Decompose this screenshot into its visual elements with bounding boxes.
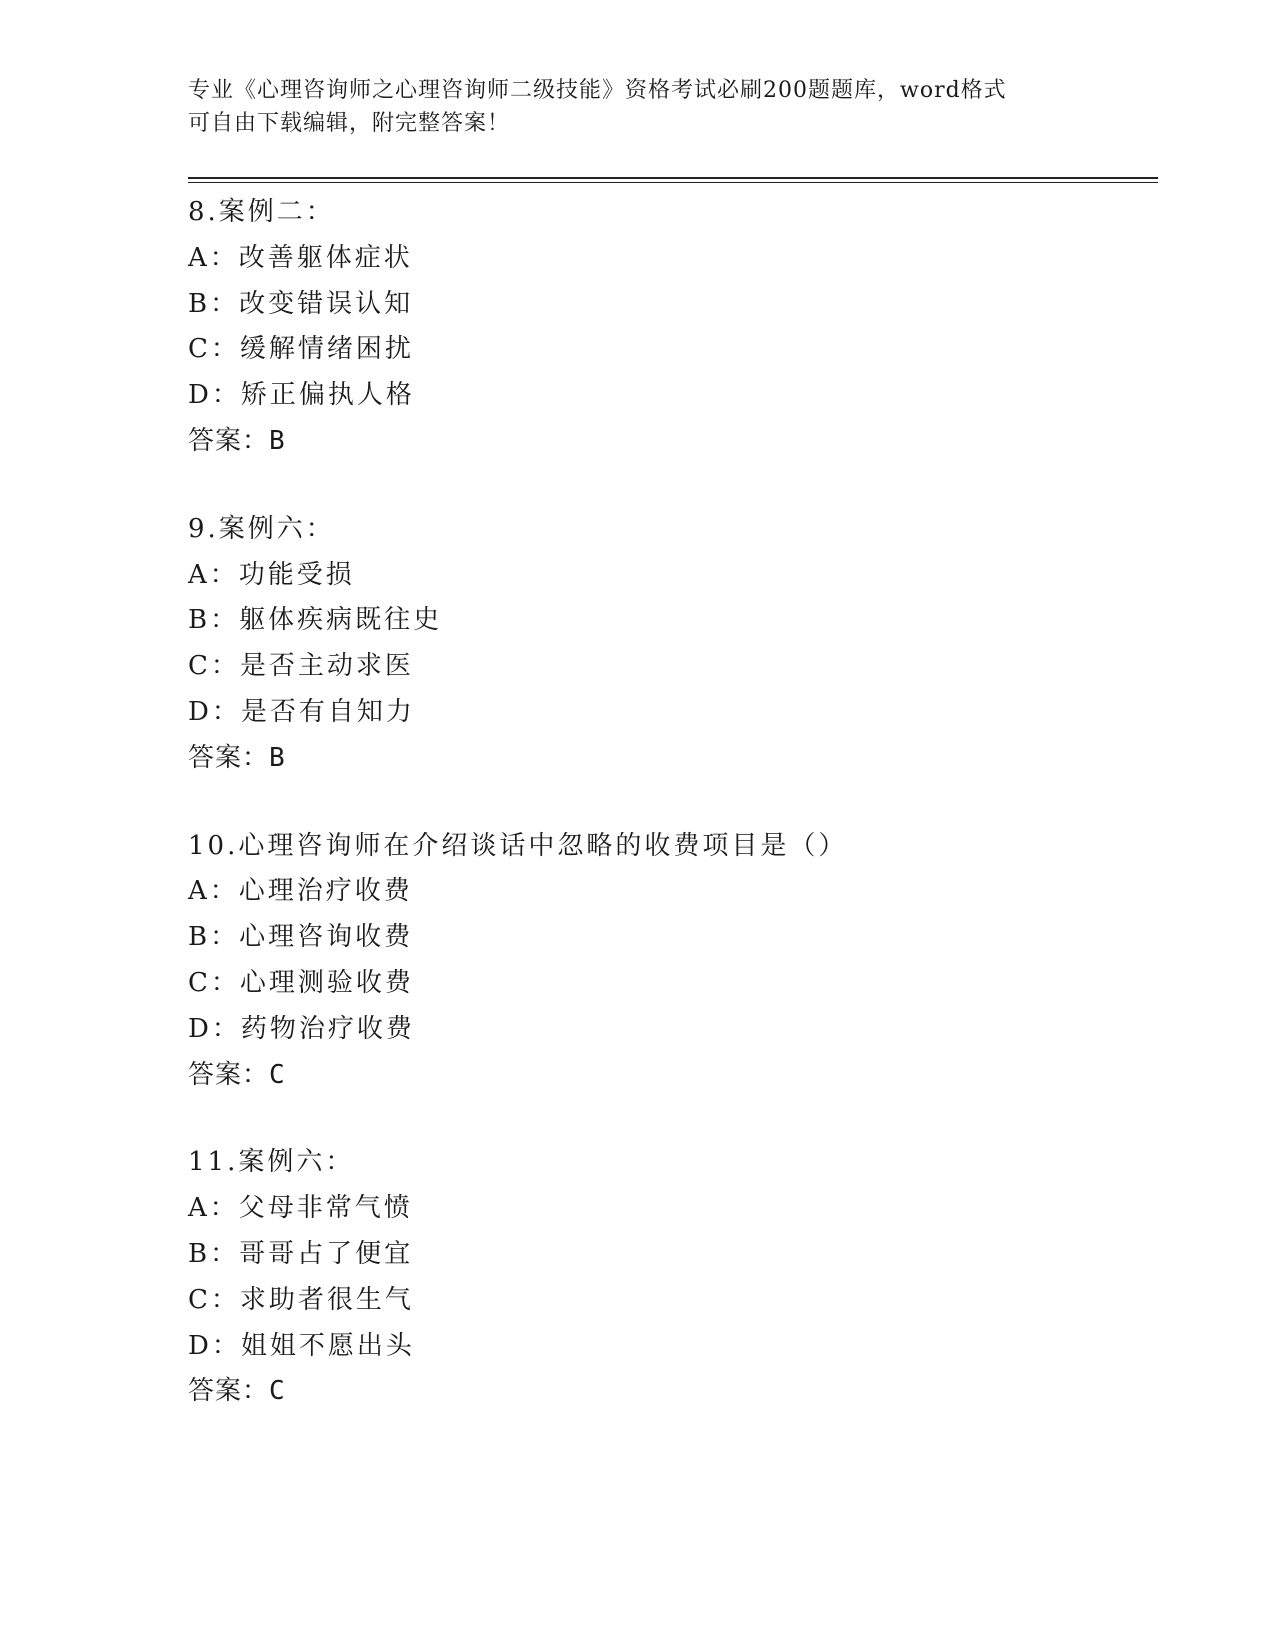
header-line-2: 可自由下载编辑，附完整答案！ bbox=[188, 111, 511, 136]
answer-value: C bbox=[269, 1376, 286, 1407]
option-d: D：姐姐不愿出头 bbox=[188, 1330, 415, 1361]
document-header bbox=[188, 74, 1088, 140]
question-item bbox=[188, 507, 1158, 782]
answer-value: B bbox=[269, 425, 286, 456]
option-b: B：躯体疾病既往史 bbox=[188, 605, 443, 636]
option-b: B：改变错误认知 bbox=[188, 288, 414, 319]
question-stem: 10.心理咨询师在介绍谈话中忽略的收费项目是（） bbox=[188, 830, 848, 861]
answer-label: 答案： bbox=[188, 742, 270, 773]
option-d: D：药物治疗收费 bbox=[188, 1013, 415, 1044]
option-d: D：矫正偏执人格 bbox=[188, 380, 415, 411]
option-b: B：哥哥占了便宜 bbox=[188, 1238, 414, 1269]
question-stem: 9.案例六： bbox=[188, 513, 335, 544]
option-c: C：求助者很生气 bbox=[188, 1284, 414, 1315]
option-a: A：改善躯体症状 bbox=[188, 242, 413, 273]
question-list bbox=[188, 190, 1158, 1457]
header-line-1: 专业《心理咨询师之心理咨询师二级技能》资格考试必刷200题题库，word格式 bbox=[188, 78, 1007, 103]
option-d: D：是否有自知力 bbox=[188, 696, 415, 727]
answer-line bbox=[188, 419, 1158, 465]
question-stem: 11.案例六： bbox=[188, 1147, 355, 1178]
question-item bbox=[188, 190, 1158, 465]
option-c: C：心理测验收费 bbox=[188, 967, 414, 998]
answer-line bbox=[188, 1053, 1158, 1099]
question-item bbox=[188, 824, 1158, 1099]
question-item bbox=[188, 1140, 1158, 1415]
option-a: A：父母非常气愤 bbox=[188, 1193, 413, 1224]
answer-line bbox=[188, 736, 1158, 782]
header-divider-thick bbox=[188, 177, 1158, 179]
option-c: C：缓解情绪困扰 bbox=[188, 334, 414, 365]
answer-label: 答案： bbox=[188, 1059, 270, 1090]
option-a: A：功能受损 bbox=[188, 559, 355, 590]
header-divider-thin bbox=[188, 182, 1158, 183]
answer-line bbox=[188, 1369, 1158, 1415]
answer-value: C bbox=[269, 1059, 286, 1090]
question-stem: 8.案例二： bbox=[188, 197, 335, 227]
option-c: C：是否主动求医 bbox=[188, 651, 414, 682]
answer-label: 答案： bbox=[188, 425, 270, 456]
option-a: A：心理治疗收费 bbox=[188, 876, 413, 907]
answer-label: 答案： bbox=[188, 1376, 270, 1407]
option-b: B：心理咨询收费 bbox=[188, 922, 414, 953]
answer-value: B bbox=[269, 742, 286, 773]
